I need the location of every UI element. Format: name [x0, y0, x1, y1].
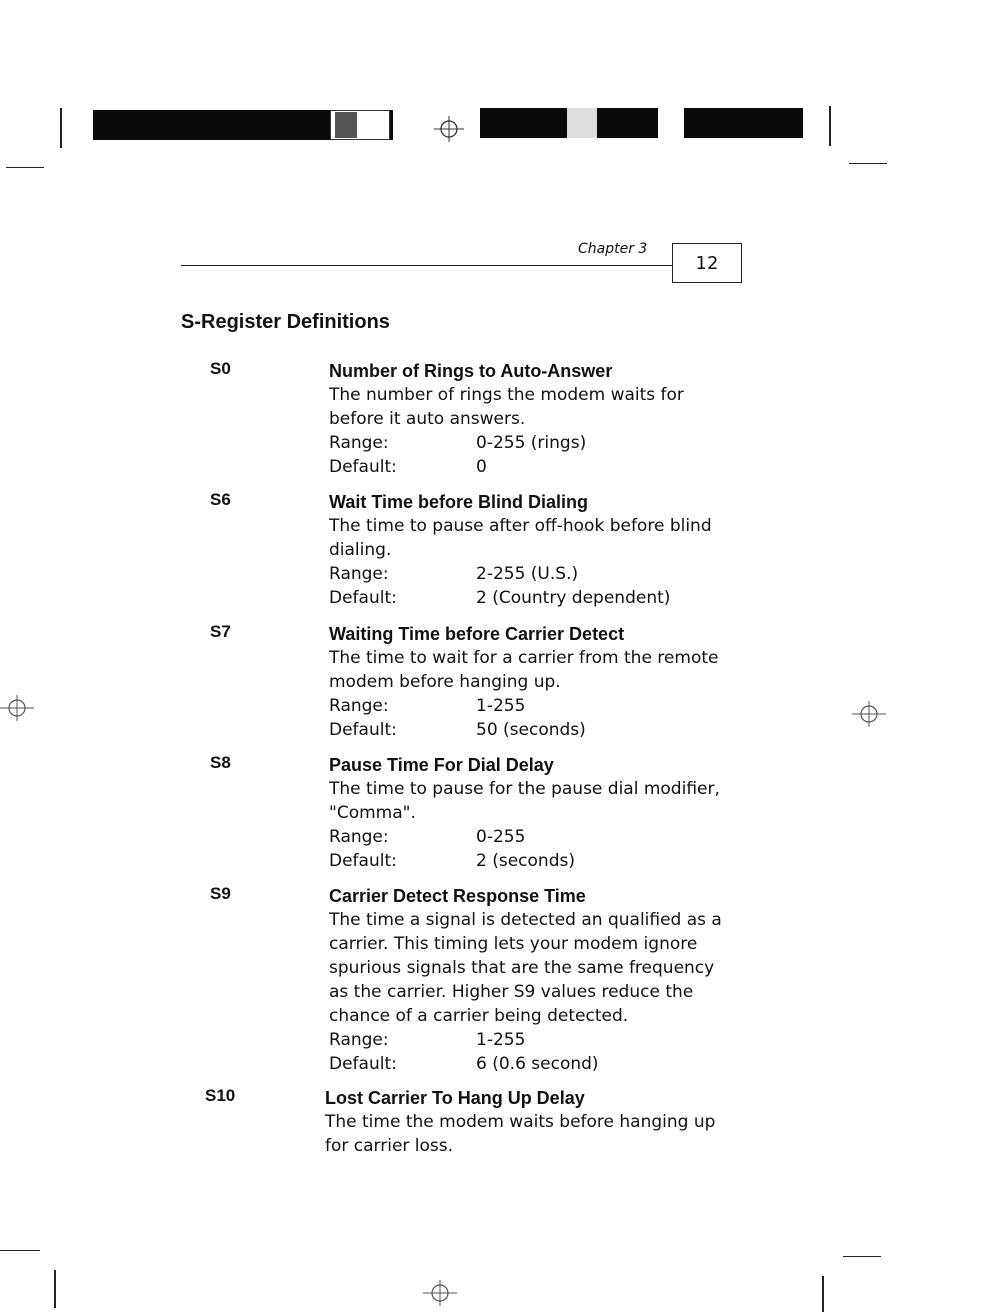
register-content	[329, 753, 749, 873]
crop-mark-horizontal	[6, 167, 44, 168]
register-id: S6	[210, 490, 231, 509]
registration-mark-icon	[434, 114, 464, 148]
register-description-line: The time to wait for a carrier from the remote	[329, 648, 719, 668]
default-row	[329, 849, 749, 873]
register-title: Wait Time before Blind Dialing	[329, 492, 589, 512]
crop-mark-vertical	[829, 106, 831, 146]
header-rule	[181, 265, 672, 266]
range-value: 1-255	[476, 696, 526, 716]
range-row	[329, 431, 749, 455]
register-content	[329, 359, 749, 479]
register-description-line: The time to pause for the pause dial modifier,	[329, 779, 720, 799]
default-value: 0	[476, 457, 487, 477]
page-number: 12	[672, 243, 742, 283]
register-title: Waiting Time before Carrier Detect	[329, 624, 625, 644]
crop-mark-horizontal	[843, 1256, 881, 1257]
register-title: Carrier Detect Response Time	[329, 886, 586, 906]
default-value: 6 (0.6 second)	[476, 1054, 599, 1074]
crop-mark-vertical	[54, 1270, 56, 1308]
default-label: Default:	[329, 588, 397, 608]
register-description-line: The time to pause after off-hook before blind	[329, 516, 712, 536]
range-label: Range:	[329, 564, 389, 584]
crop-mark-horizontal	[0, 1250, 40, 1251]
print-bar-right-gap	[567, 108, 597, 138]
register-content	[325, 1086, 745, 1158]
crop-mark-vertical	[60, 108, 62, 148]
register-title: Pause Time For Dial Delay	[329, 755, 554, 775]
range-row	[329, 1028, 749, 1052]
register-content	[329, 884, 749, 1076]
registration-mark-icon	[0, 693, 34, 727]
register-id: S8	[210, 753, 231, 772]
register-content	[329, 490, 749, 610]
crop-mark-vertical	[822, 1276, 824, 1312]
default-label: Default:	[329, 851, 397, 871]
range-label: Range:	[329, 1030, 389, 1050]
section-title: S-Register Definitions	[181, 311, 390, 333]
default-row	[329, 718, 749, 742]
default-label: Default:	[329, 457, 397, 477]
range-value: 0-255 (rings)	[476, 433, 587, 453]
default-value: 2 (Country dependent)	[476, 588, 671, 608]
register-content	[329, 622, 749, 742]
register-description-line: chance of a carrier being detected.	[329, 1006, 629, 1026]
default-label: Default:	[329, 720, 397, 740]
register-id: S9	[210, 884, 231, 903]
register-description-line: before it auto answers.	[329, 409, 526, 429]
register-id: S7	[210, 622, 231, 641]
range-label: Range:	[329, 433, 389, 453]
register-title: Lost Carrier To Hang Up Delay	[325, 1088, 585, 1108]
register-id: S10	[205, 1086, 236, 1105]
default-row	[329, 455, 749, 479]
range-value: 1-255	[476, 1030, 526, 1050]
register-description-line: spurious signals that are the same frequency	[329, 958, 715, 978]
register-title: Number of Rings to Auto-Answer	[329, 361, 613, 381]
registration-mark-icon	[423, 1278, 457, 1312]
range-row	[329, 694, 749, 718]
register-description-line: for carrier loss.	[325, 1136, 454, 1156]
register-description-line: The number of rings the modem waits for	[329, 385, 684, 405]
range-label: Range:	[329, 827, 389, 847]
register-id: S0	[210, 359, 231, 378]
chapter-label: Chapter 3	[578, 241, 648, 257]
range-row	[329, 562, 749, 586]
default-value: 2 (seconds)	[476, 851, 575, 871]
range-label: Range:	[329, 696, 389, 716]
register-description-line: The time a signal is detected an qualified as a	[329, 910, 722, 930]
default-label: Default:	[329, 1054, 397, 1074]
range-row	[329, 825, 749, 849]
registration-mark-icon	[852, 699, 886, 733]
range-value: 0-255	[476, 827, 526, 847]
register-description-line: "Comma".	[329, 803, 416, 823]
register-description-line: The time the modem waits before hanging up	[325, 1112, 716, 1132]
register-description-line: carrier. This timing lets your modem ignore	[329, 934, 698, 954]
print-bar-right	[480, 108, 803, 138]
print-bar-left-block	[335, 112, 357, 138]
register-description-line: dialing.	[329, 540, 392, 560]
register-description-line: as the carrier. Higher S9 values reduce the	[329, 982, 694, 1002]
default-row	[329, 586, 749, 610]
default-value: 50 (seconds)	[476, 720, 586, 740]
crop-mark-horizontal	[849, 163, 887, 164]
print-bar-right-gap2	[658, 108, 684, 138]
register-description-line: modem before hanging up.	[329, 672, 561, 692]
default-row	[329, 1052, 749, 1076]
range-value: 2-255 (U.S.)	[476, 564, 579, 584]
